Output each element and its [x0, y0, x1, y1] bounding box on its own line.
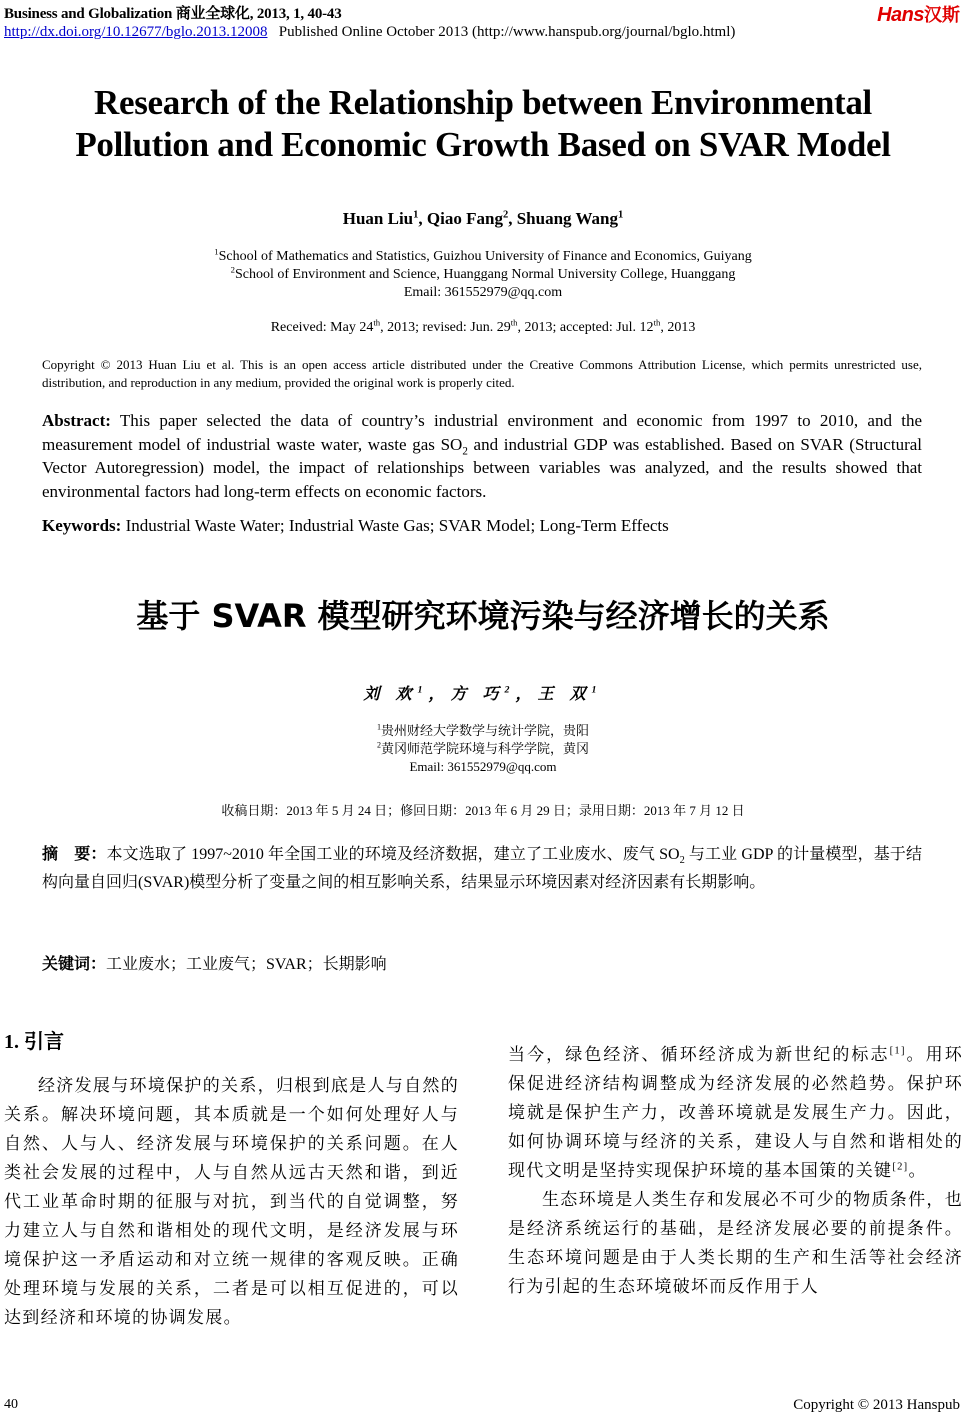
received-dates-chinese: 收稿日期：2013 年 5 月 24 日；修回日期：2013 年 6 月 29 日；录用日期：2013 年 7 月 12 日: [221, 803, 745, 818]
published-online: Published Online October 2013 (http://www.hanspub.org/journal/bglo.html): [278, 24, 736, 40]
hans-logo: [877, 1, 960, 27]
citation[interactable]: [1]: [889, 1045, 906, 1057]
body-column-right: [508, 1040, 963, 1301]
keywords-chinese: 关键词：工业废水；工业废气；SVAR；长期影响: [42, 954, 387, 973]
email: Email: 361552979@qq.com: [409, 759, 557, 774]
copyright-notice: Copyright © 2013 Huan Liu et al. This is an open access article distributed under the Creative Commons Attribution License, which permits unrestricted use, distribution, and reproduction in any medium, provided the original work is properly cited.: [42, 357, 922, 390]
abstract-label: 摘 要：: [42, 844, 107, 863]
footer-copyright: Copyright © 2013 Hanspub: [793, 1397, 960, 1413]
affiliation-text: School of Environment and Science, Huanggang Normal University College, Huanggang: [234, 267, 736, 282]
author-affiliation-mark: 2: [502, 209, 509, 221]
journal-header: Business and Globalization 商业全球化, 2013, 1, 40-43: [4, 6, 342, 22]
paragraph: 经济发展与环境保护的关系，归根到底是人与自然的关系。解决环境问题，其本质就是一个如何处理好人与自然、人与人、经济发展与环境保护的关系问题。在人类社会发展的过程中，人与自然从远古天然和谐，到近代工业革命时期的征服与对抗，到当代的自觉调整，努力建立人与自然和谐相处的现代文明，是经济发展与环境保护这一矛盾运动和对立统一规律的客观反映。正确处理环境与发展的关系，二者是可以相互促进的，可以达到经济和环境的协调发展。: [4, 1076, 459, 1327]
body-column-left: [4, 1071, 459, 1332]
email: Email: 361552979@qq.com: [403, 285, 563, 300]
title-english: [0, 82, 966, 166]
authors-chinese: 刘 欢$^1$，方 巧$^2$，王 双$^1$: [363, 684, 603, 703]
affiliation: $^2$黄冈师范学院环境与科学学院，黄冈: [376, 740, 590, 756]
affiliation: [0, 248, 966, 266]
affiliation-number: 2: [230, 264, 235, 275]
author-affiliation-mark: 1: [618, 209, 624, 221]
author: 刘 欢: [363, 686, 418, 703]
logo-cn: 汉斯: [924, 5, 960, 25]
keywords-label: 关键词：: [42, 954, 107, 973]
affiliation: $^1$贵州财经大学数学与统计学院，贵阳: [376, 722, 590, 738]
affiliations-chinese: [0, 722, 966, 776]
affiliation-number: 1: [214, 246, 219, 257]
affiliation-text: School of Mathematics and Statistics, Guizhou University of Finance and Economics, Guiyang: [218, 249, 752, 264]
author-affiliation-mark: 1: [413, 209, 419, 221]
author: Huan Liu: [342, 209, 414, 228]
doi-link[interactable]: http://dx.doi.org/10.12677/bglo.2013.12008: [4, 24, 268, 40]
author: 方 巧: [450, 686, 505, 703]
title-line-1: Research of the Relationship between Environmental: [94, 83, 872, 122]
paragraph: 当今，绿色经济、循环经济成为新世纪的标志[1]。用环保促进经济结构调整成为经济发展的必然趋势。保护环境就是保护生产力，改善环境就是发展生产力。因此，如何协调环境与经济的关系，建设人与自然和谐相处的现代文明是坚持实现保护环境的基本国策的关键[2]。: [508, 1045, 964, 1180]
author: 王 双: [537, 686, 592, 703]
title-line-2: Pollution and Economic Growth Based on SVAR Model: [75, 125, 891, 164]
keywords-english: Keywords: Industrial Waste Water; Industrial Waste Gas; SVAR Model; Long-Term Effects: [42, 516, 669, 535]
author: Shuang Wang: [516, 209, 618, 228]
citation[interactable]: [2]: [892, 1161, 909, 1173]
doi-line: [4, 24, 735, 41]
keywords-label: Keywords:: [42, 516, 122, 535]
received-dates-english: Received: May 24th, 2013; revised: Jun. 29th, 2013; accepted: Jul. 12th, 2013: [270, 317, 696, 335]
affiliations-english: [0, 248, 966, 302]
author: Qiao Fang: [426, 209, 503, 228]
paragraph: 生态环境是人类生存和发展必不可少的物质条件，也是经济系统运行的基础，是经济发展必要的前提条件。生态环境问题是由于人类长期的生产和生活等社会经济行为引起的生态环境破坏而反作用于人: [508, 1190, 963, 1296]
affiliation: [0, 266, 966, 284]
title-chinese: 基于 SVAR 模型研究环境污染与经济增长的关系: [136, 597, 830, 635]
section-heading: 1. 引言: [4, 1031, 64, 1053]
abstract-chinese: 摘 要：本文选取了 1997~2010 年全国工业的环境及经济数据，建立了工业废水、废气 $SO_2$ 与工业 GDP 的计量模型，基于结构向量自回归(SVAR)模型分析了变量之间的相互影响关系，结果显示环境因素对经济因素有长期影响。: [42, 844, 922, 891]
abstract-english: Abstract: This paper selected the data of country’s industrial environment and economic from 1997 to 2010, and the measurement model of industrial waste water, waste gas $SO_2$ and industrial GDP was established. Based on SVAR (Structural Vector Autoregression) model, the impact of relationships between variables was analyzed, and the results showed that environmental factors had long-term effects on economic factors.: [42, 411, 923, 501]
logo-latin: Hans: [877, 4, 924, 26]
authors-english: Huan Liu$^1$, Qiao Fang$^2$, Shuang Wang$^1$: [342, 209, 624, 228]
page-number: 40: [4, 1397, 18, 1412]
abstract-label: Abstract:: [42, 411, 111, 430]
